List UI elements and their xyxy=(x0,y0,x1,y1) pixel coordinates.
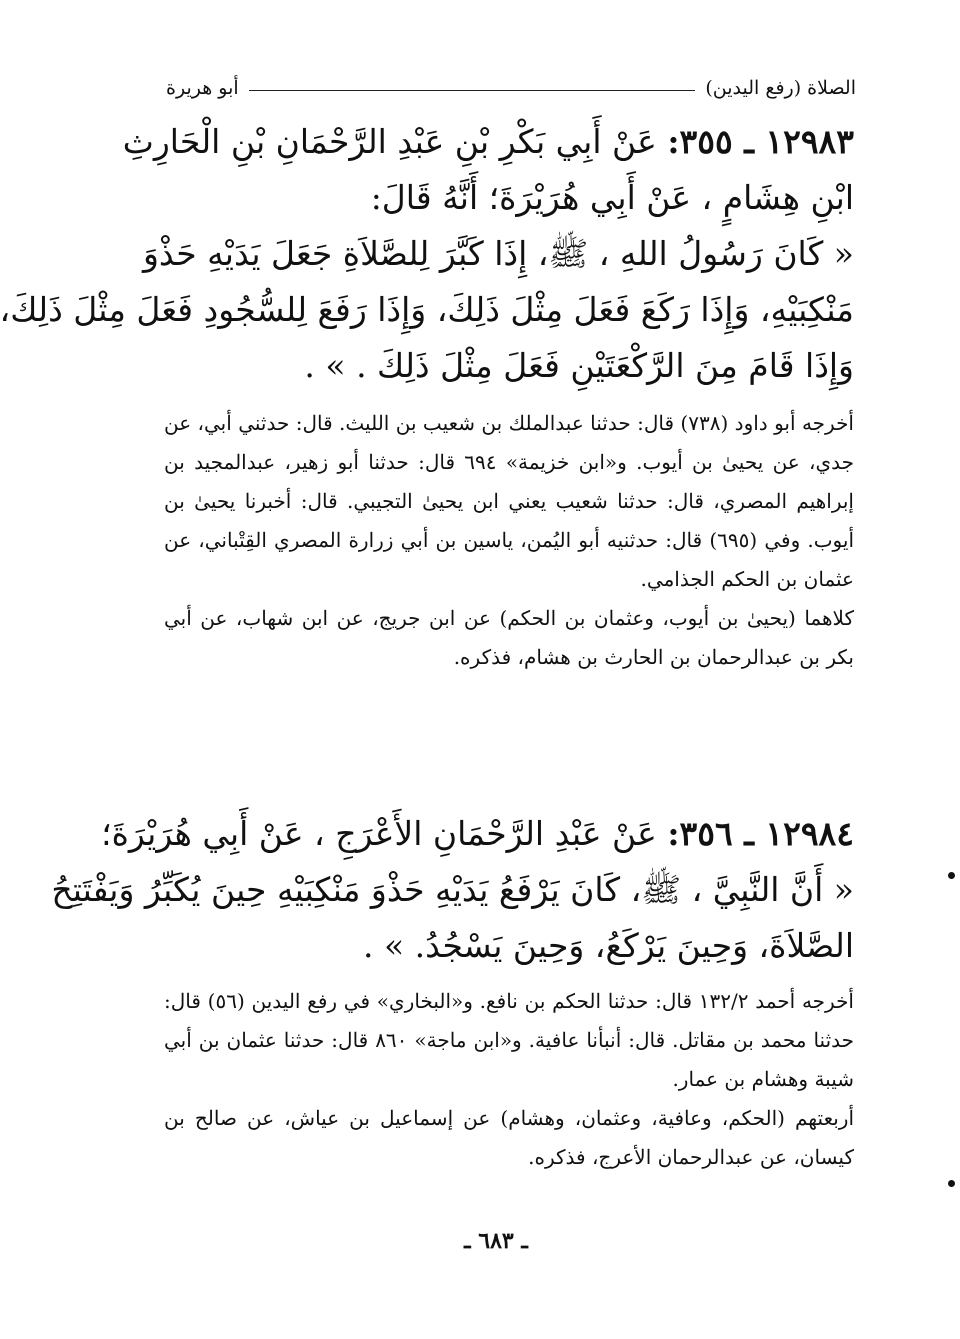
takhrij-paragraph: كلاهما (يحيىٰ بن أيوب، وعثمان بن الحكم) عن ابن جريج، عن ابن شهاب، عن أبي بكر بن عبدالرحمان بن الحارث بن هشام، فذكره. xyxy=(164,606,854,669)
hadith-line: وَإِذَا قَامَ مِنَ الرَّكْعَتَيْنِ فَعَلَ مِثْلَ ذَلِكَ . » . xyxy=(304,346,854,385)
hadith-line: « أَنَّ النَّبِيَّ ، ﷺ، كَانَ يَرْفَعُ يَدَيْهِ حَذْوَ مَنْكِبَيْهِ حِينَ يُكَبِّرُ وَيَفْتَتِحُ xyxy=(51,870,854,909)
takhrij-paragraph: أربعتهم (الحكم، وعافية، وعثمان، وهشام) عن إسماعيل بن عياش، عن صالح بن كيسان، عن عبدالرحمان الأعرج، فذكره. xyxy=(164,1106,854,1169)
hadith-1-takhrij xyxy=(164,404,854,677)
hadith-2-text xyxy=(51,806,854,974)
hadith-line-text: عَنْ عَبْدِ الرَّحْمَانِ الأَعْرَجِ ، عَنْ أَبِي هُرَيْرَةَ؛ xyxy=(101,814,657,853)
hadith-line xyxy=(122,114,854,170)
hadith-line: ابْنِ هِشَامٍ ، عَنْ أَبِي هُرَيْرَةَ؛ أَنَّهُ قَالَ: xyxy=(370,178,854,217)
hadith-line: « كَانَ رَسُولُ اللهِ ، ﷺ، إِذَا كَبَّرَ لِلصَّلاَةِ جَعَلَ يَدَيْهِ حَذْوَ xyxy=(142,234,854,273)
header-chapter-title: الصلاة (رفع اليدين) xyxy=(705,77,856,99)
hadith-2-takhrij xyxy=(164,982,854,1177)
margin-mark xyxy=(948,1180,955,1187)
takhrij-paragraph: أخرجه أحمد ١٣٢/٢ قال: حدثنا الحكم بن نافع. و«البخاري» في رفع اليدين (٥٦) قال: حدثنا محمد بن مقاتل. قال: أنبأنا عافية. و«ابن ماجة» ٨٦٠ قال: حدثنا عثمان بن أبي شيبة وهشام بن عمار. xyxy=(164,989,854,1091)
hadith-line-text: عَنْ أَبِي بَكْرِ بْنِ عَبْدِ الرَّحْمَانِ بْنِ الْحَارِثِ xyxy=(122,122,657,161)
hadith-number: ١٢٩٨٤ ـ ٣٥٦: xyxy=(667,814,854,853)
page-number: ـ ٦٨٣ ـ xyxy=(464,1228,528,1254)
hadith-line: الصَّلاَةَ، وَحِينَ يَرْكَعُ، وَحِينَ يَسْجُدُ. » . xyxy=(363,926,854,965)
margin-mark xyxy=(948,872,955,879)
hadith-line xyxy=(101,806,854,862)
header-narrator: أبو هريرة xyxy=(166,77,239,99)
takhrij-paragraph: أخرجه أبو داود (٧٣٨) قال: حدثنا عبدالملك بن شعيب بن الليث. قال: حدثني أبي، عن جدي، عن يحيىٰ بن أيوب. و«ابن خزيمة» ٦٩٤ قال: حدثنا أبو زهير، عبدالمجيد بن إبراهيم المصري، قال: حدثنا شعيب يعني ابن يحيىٰ التجيبي. قال: أخبرنا يحيىٰ بن أيوب. وفي (٦٩٥) قال: حدثنيه أبو اليُمن، ياسين بن أبي زرارة المصري القِتْباني، عن عثمان بن الحكم الجذامي. xyxy=(164,411,854,591)
hadith-1-text xyxy=(0,114,854,394)
header-rule xyxy=(249,90,696,91)
running-header xyxy=(166,72,856,104)
hadith-number: ١٢٩٨٣ ـ ٣٥٥: xyxy=(667,122,854,161)
hadith-line: مَنْكِبَيْهِ، وَإِذَا رَكَعَ فَعَلَ مِثْلَ ذَلِكَ، وَإِذَا رَفَعَ لِلسُّجُودِ فَعَلَ مِثْلَ ذَلِكَ، xyxy=(0,290,854,329)
